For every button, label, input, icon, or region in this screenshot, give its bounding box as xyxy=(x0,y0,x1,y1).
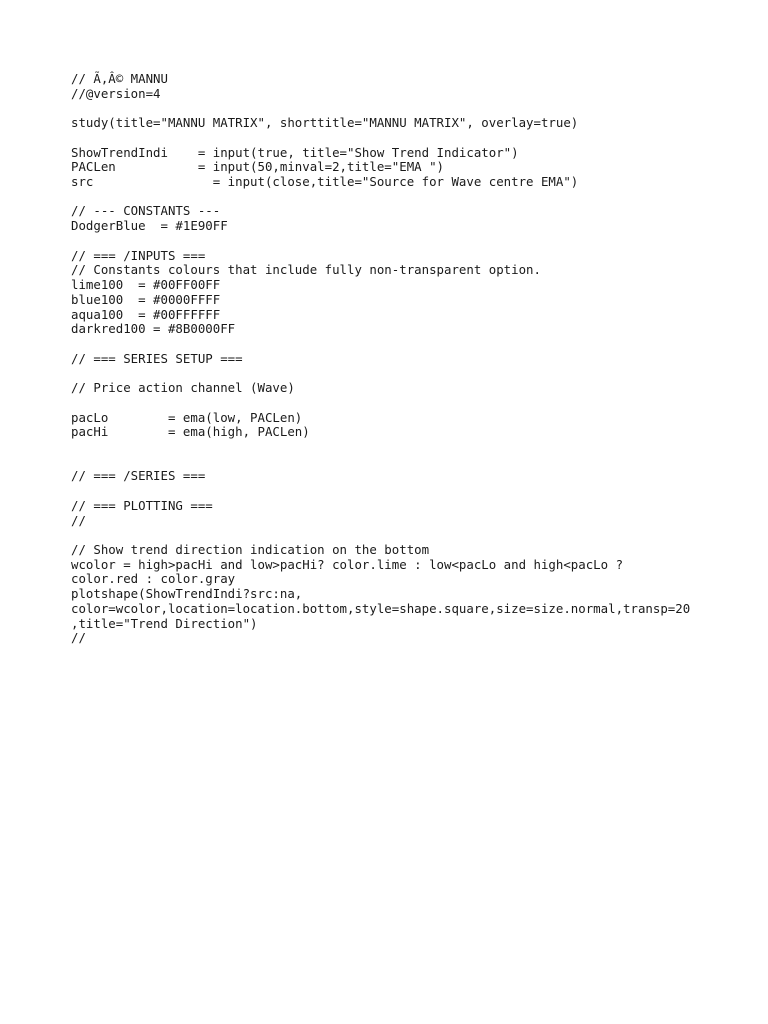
code-line: plotshape(ShowTrendIndi?src:na, xyxy=(71,586,303,602)
code-line: darkred100 = #8B0000FF xyxy=(71,321,236,337)
code-line: // --- CONSTANTS --- xyxy=(71,203,221,219)
code-line xyxy=(71,131,731,146)
code-line: // xyxy=(71,630,86,646)
code-line xyxy=(71,101,731,116)
code-line xyxy=(71,440,731,455)
code-line xyxy=(71,366,731,381)
code-line: aqua100 = #00FFFFFF xyxy=(71,306,221,322)
code-line: // === /INPUTS === xyxy=(71,247,206,263)
code-line: // === SERIES SETUP === xyxy=(71,350,243,366)
code-line: PACLen = input(50,minval=2,title="EMA ") xyxy=(71,159,444,175)
code-line: //@version=4 xyxy=(71,85,161,101)
code-line: // xyxy=(71,512,86,528)
code-line: wcolor = high>pacHi and low>pacHi? color.lime : low<pacLo and high<pacLo ? xyxy=(71,556,624,572)
code-line: pacHi = ema(high, PACLen) xyxy=(71,424,310,440)
code-line: lime100 = #00FF00FF xyxy=(71,277,221,293)
code-line xyxy=(71,234,731,249)
code-line xyxy=(71,337,731,352)
code-line: color.red : color.gray xyxy=(71,571,236,587)
code-line: // Price action channel (Wave) xyxy=(71,380,295,396)
code-line xyxy=(71,484,731,499)
code-line xyxy=(71,455,731,470)
code-line: ShowTrendIndi = input(true, title="Show Trend Indicator") xyxy=(71,144,519,160)
code-line xyxy=(71,528,731,543)
code-line: ,title="Trend Direction") xyxy=(71,615,258,631)
code-line: // Constants colours that include fully non-transparent option. xyxy=(71,262,541,278)
code-line: // Ã‚Â© MANNU xyxy=(71,71,168,86)
code-line: // Show trend direction indication on the bottom xyxy=(71,542,430,557)
code-line xyxy=(71,190,731,205)
code-line: // === /SERIES === xyxy=(71,468,206,484)
code-text-block xyxy=(71,72,731,646)
code-line xyxy=(71,396,731,411)
code-line: study(title="MANNU MATRIX", shorttitle="MANNU MATRIX", overlay=true) xyxy=(71,115,579,131)
code-line: pacLo = ema(low, PACLen) xyxy=(71,409,303,425)
code-line: color=wcolor,location=location.bottom,style=shape.square,size=size.normal,transp=20 xyxy=(71,600,691,616)
code-line: blue100 = #0000FFFF xyxy=(71,291,221,307)
code-line: // === PLOTTING === xyxy=(71,497,213,513)
code-line: src = input(close,title="Source for Wave centre EMA") xyxy=(71,174,579,190)
code-line: DodgerBlue = #1E90FF xyxy=(71,218,228,234)
